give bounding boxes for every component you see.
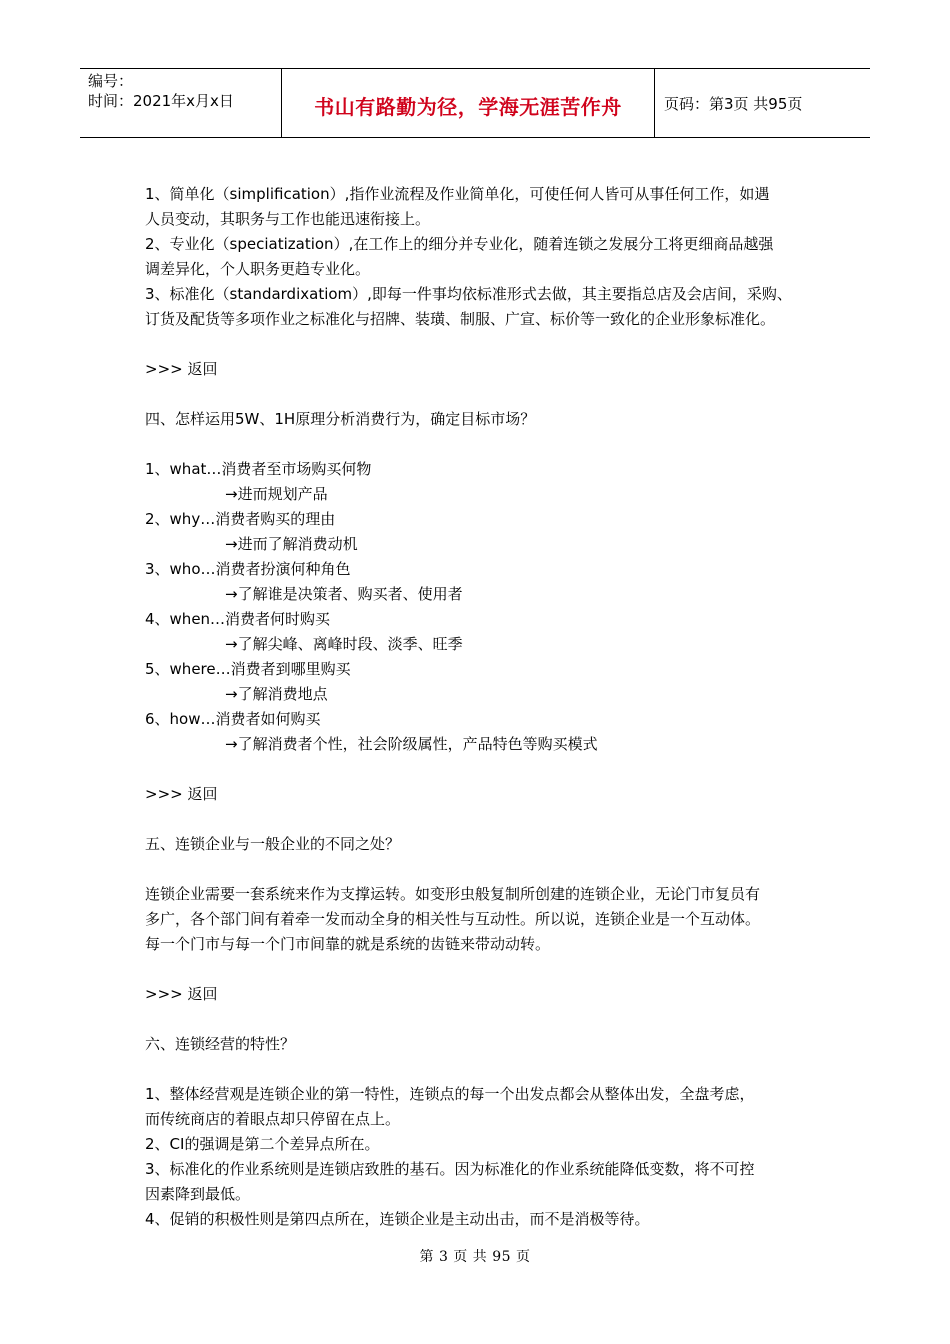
- paragraph-line: 调差异化，个人职务更趋专业化。: [145, 260, 371, 278]
- list-item: 5、where…消费者到哪里购买: [145, 660, 351, 678]
- paragraph-line: 4、促销的积极性则是第四点所在，连锁企业是主动出击，而不是消极等待。: [145, 1210, 650, 1228]
- list-item: 2、why…消费者购买的理由: [145, 510, 336, 528]
- list-item: 4、when…消费者何时购买: [145, 610, 331, 628]
- paragraph-line: 连锁企业需要一套系统来作为支撑运转。如变形虫般复制所创建的连锁企业，无论门市复员有: [145, 885, 761, 903]
- paragraph-line: 而传统商店的着眼点却只停留在点上。: [145, 1110, 401, 1128]
- page-footer: 第 3 页 共 95 页: [419, 1249, 531, 1265]
- paragraph-line: 2、CI的强调是第二个差异点所在。: [145, 1135, 380, 1153]
- header-divider: [654, 69, 655, 137]
- paragraph-line: 多广，各个部门间有着牵一发而动全身的相关性与互动性。所以说，连锁企业是一个互动体。: [145, 910, 761, 928]
- list-item-note: →了解谁是决策者、购买者、使用者: [225, 585, 463, 603]
- list-item-note: →了解尖峰、离峰时段、淡季、旺季: [225, 635, 463, 653]
- back-link[interactable]: >>> 返回: [145, 985, 218, 1003]
- paragraph-line: 因素降到最低。: [145, 1185, 251, 1203]
- list-item-note: →进而了解消费动机: [225, 535, 358, 553]
- list-item: 6、how…消费者如何购买: [145, 710, 321, 728]
- paragraph-line: 每一个门市与每一个门市间靠的就是系统的齿链来带动动转。: [145, 935, 551, 953]
- header-motto: 书山有路勤为径，学海无涯苦作舟: [314, 95, 622, 119]
- paragraph-line: 3、标准化的作业系统则是连锁店致胜的基石。因为标准化的作业系统能降低变数，将不可控: [145, 1160, 755, 1178]
- back-link[interactable]: >>> 返回: [145, 360, 218, 378]
- section-title: 五、连锁企业与一般企业的不同之处？: [145, 835, 401, 853]
- date-label: 时间：2021年x月x日: [88, 92, 234, 110]
- paragraph-line: 订货及配货等多项作业之标准化与招牌、装璜、制服、广宣、标价等一致化的企业形象标准化。: [145, 310, 776, 328]
- paragraph-line: 人员变动，其职务与工作也能迅速衔接上。: [145, 210, 431, 228]
- header-page-label: 页码：第3页 共95页: [664, 95, 803, 113]
- list-item: 3、who…消费者扮演何种角色: [145, 560, 351, 578]
- list-item: 1、what…消费者至市场购买何物: [145, 460, 372, 478]
- list-item-note: →了解消费地点: [225, 685, 328, 703]
- paragraph-line: 3、标准化（standardixatiom）,即每一件事均依标准形式去做，其主要指总店及会店间，采购、: [145, 285, 792, 303]
- section-title: 四、怎样运用5W、1H原理分析消费行为，确定目标市场？: [145, 410, 536, 428]
- section-title: 六、连锁经营的特性？: [145, 1035, 296, 1053]
- list-item-note: →进而规划产品: [225, 485, 328, 503]
- paragraph-line: 2、专业化（speciatization）,在工作上的细分并专业化，随着连锁之发展分工将更细商品越强: [145, 235, 774, 253]
- header-table: [80, 68, 870, 138]
- number-label: 编号：: [88, 72, 134, 90]
- header-meta: [88, 71, 234, 111]
- list-item-note: →了解消费者个性，社会阶级属性，产品特色等购买模式: [225, 735, 598, 753]
- back-link[interactable]: >>> 返回: [145, 785, 218, 803]
- paragraph-line: 1、整体经营观是连锁企业的第一特性，连锁点的每一个出发点都会从整体出发，全盘考虑，: [145, 1085, 755, 1103]
- body-text: [145, 182, 810, 1232]
- paragraph-line: 1、简单化（simplification）,指作业流程及作业简单化，可使任何人皆可从事任何工作，如遇: [145, 185, 770, 203]
